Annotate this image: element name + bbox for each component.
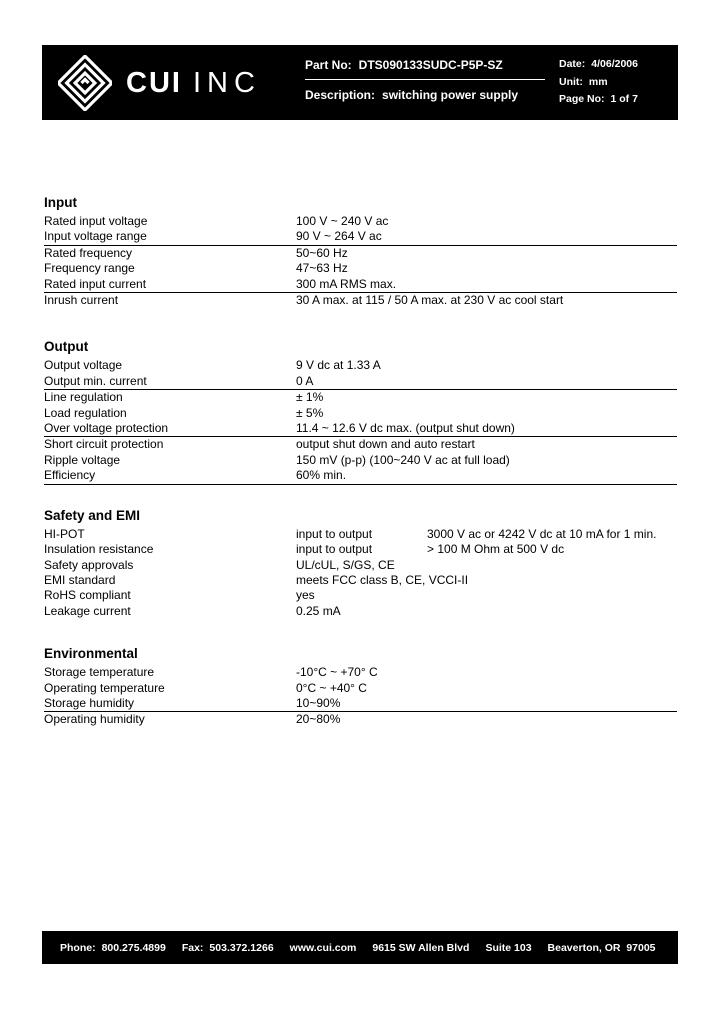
spec-value: 10~90% <box>296 695 341 710</box>
spec-label: Operating temperature <box>44 680 165 695</box>
phone-label: Phone: <box>60 941 96 954</box>
spec-value: yes <box>296 588 315 603</box>
spec-section <box>44 195 677 308</box>
part-no-line <box>305 58 555 72</box>
unit-label: Unit: <box>559 75 583 88</box>
spec-value: 100 V ~ 240 V ac <box>296 214 389 228</box>
page-no-label: Page No: <box>559 93 605 105</box>
spec-label: Rated frequency <box>44 245 133 260</box>
fax-number: 503.372.1266 <box>209 941 274 954</box>
footer-fax <box>182 942 274 954</box>
spec-label: Safety approvals <box>44 557 134 572</box>
spec-row <box>44 573 677 588</box>
spec-row <box>44 229 677 245</box>
header-part-block <box>305 58 555 102</box>
spec-row <box>44 421 677 437</box>
spec-condition: > 100 M Ohm at 500 V dc <box>427 542 565 557</box>
spec-row <box>44 437 677 452</box>
date-line <box>559 58 638 70</box>
spec-row <box>44 665 677 680</box>
date-value: 4/06/2006 <box>591 58 638 70</box>
section-title: Safety and EMI <box>44 507 141 523</box>
spec-label: Line regulation <box>44 390 123 405</box>
footer-city-state-zip: Beaverton, OR 97005 <box>547 941 656 954</box>
header-bar <box>42 45 678 120</box>
header-meta-block <box>559 58 638 105</box>
footer-bar <box>42 931 678 964</box>
unit-value: mm <box>588 75 608 88</box>
spec-condition: 3000 V ac or 4242 V dc at 10 mA for 1 min. <box>427 526 657 541</box>
section-title: Environmental <box>44 646 138 662</box>
spec-row <box>44 277 677 293</box>
spec-row <box>44 604 677 619</box>
spec-label: Over voltage protection <box>44 421 169 436</box>
spec-row <box>44 453 677 468</box>
fax-label: Fax: <box>181 941 204 954</box>
spec-value: input to output <box>296 526 373 541</box>
spec-label: HI-POT <box>44 526 85 541</box>
spec-value: ± 5% <box>296 405 324 420</box>
phone-number: 800.275.4899 <box>101 941 166 954</box>
spec-row <box>44 406 677 421</box>
footer-suite: Suite 103 <box>485 941 532 954</box>
spec-label: Efficiency <box>44 468 96 483</box>
cui-diamond-logo-icon <box>58 55 112 111</box>
section-title: Input <box>44 195 77 210</box>
spec-row <box>44 681 677 696</box>
unit-line <box>559 76 638 88</box>
spec-value: 0°C ~ +40° C <box>296 680 367 695</box>
part-no-value: DTS090133SUDC-P5P-SZ <box>358 58 503 72</box>
spec-row <box>44 358 677 373</box>
section-title: Output <box>44 339 89 355</box>
spec-row <box>44 468 677 484</box>
spec-value: 20~80% <box>296 712 341 727</box>
spec-label: Output voltage <box>44 358 123 373</box>
spec-row <box>44 712 677 727</box>
spec-row <box>44 214 677 229</box>
spec-label: Inrush current <box>44 293 119 308</box>
spec-value: meets FCC class B, CE, VCCI-II <box>296 572 469 587</box>
description-label: Description: <box>305 88 376 102</box>
spec-value: 300 mA RMS max. <box>296 276 397 291</box>
spec-value: 11.4 ~ 12.6 V dc max. (output shut down) <box>296 421 515 436</box>
spec-row <box>44 390 677 405</box>
spec-label: Leakage current <box>44 603 131 618</box>
spec-row <box>44 542 677 557</box>
spec-value: 150 mV (p-p) (100~240 V ac at full load) <box>296 452 510 467</box>
spec-sections <box>44 195 677 728</box>
date-label: Date: <box>559 58 586 70</box>
spec-row <box>44 246 677 261</box>
description-value: switching power supply <box>382 88 519 102</box>
spec-label: Input voltage range <box>44 229 147 244</box>
spec-label: Rated input voltage <box>44 214 148 228</box>
footer-phone <box>60 942 166 954</box>
spec-section <box>44 508 677 619</box>
header-divider <box>305 79 545 80</box>
description-line <box>305 88 555 102</box>
brand-wordmark <box>126 66 261 99</box>
spec-row <box>44 588 677 603</box>
cui-logo <box>58 53 261 113</box>
spec-label: EMI standard <box>44 572 116 587</box>
spec-value: 90 V ~ 264 V ac <box>296 229 382 244</box>
page-no-value: 1 of 7 <box>610 93 638 105</box>
spec-label: Storage humidity <box>44 695 135 710</box>
spec-row <box>44 374 677 390</box>
spec-section <box>44 646 677 728</box>
spec-label: Ripple voltage <box>44 452 121 467</box>
spec-value: 9 V dc at 1.33 A <box>296 358 381 373</box>
spec-label: Operating humidity <box>44 712 145 727</box>
spec-row <box>44 558 677 573</box>
footer-website: www.cui.com <box>289 941 357 954</box>
spec-label: RoHS compliant <box>44 588 131 603</box>
spec-label: Short circuit protection <box>44 437 164 452</box>
spec-value: 30 A max. at 115 / 50 A max. at 230 V ac cool start <box>296 293 564 308</box>
spec-label: Insulation resistance <box>44 542 154 557</box>
spec-value: 0 A <box>296 373 314 388</box>
spec-row <box>44 527 677 542</box>
spec-row <box>44 293 677 308</box>
spec-value: ± 1% <box>296 390 324 405</box>
page-no-line <box>559 93 638 105</box>
spec-value: 47~63 Hz <box>296 261 348 276</box>
spec-value: 60% min. <box>296 468 347 483</box>
spec-value: 50~60 Hz <box>296 245 348 260</box>
spec-value: UL/cUL, S/GS, CE <box>296 557 395 572</box>
spec-row <box>44 261 677 276</box>
footer-street: 9615 SW Allen Blvd <box>372 941 470 954</box>
spec-value: 0.25 mA <box>296 603 341 618</box>
spec-value: input to output <box>296 542 373 557</box>
spec-label: Storage temperature <box>44 665 155 680</box>
spec-label: Output min. current <box>44 373 147 388</box>
brand-cui-text: CUI <box>126 66 182 99</box>
spec-row <box>44 696 677 712</box>
spec-label: Load regulation <box>44 405 127 420</box>
spec-label: Frequency range <box>44 261 135 276</box>
spec-value: -10°C ~ +70° C <box>296 665 378 680</box>
spec-section <box>44 339 677 484</box>
spec-label: Rated input current <box>44 276 147 291</box>
part-no-label: Part No: <box>305 58 352 72</box>
spec-value: output shut down and auto restart <box>296 437 475 452</box>
brand-inc-text: INC <box>192 66 261 99</box>
